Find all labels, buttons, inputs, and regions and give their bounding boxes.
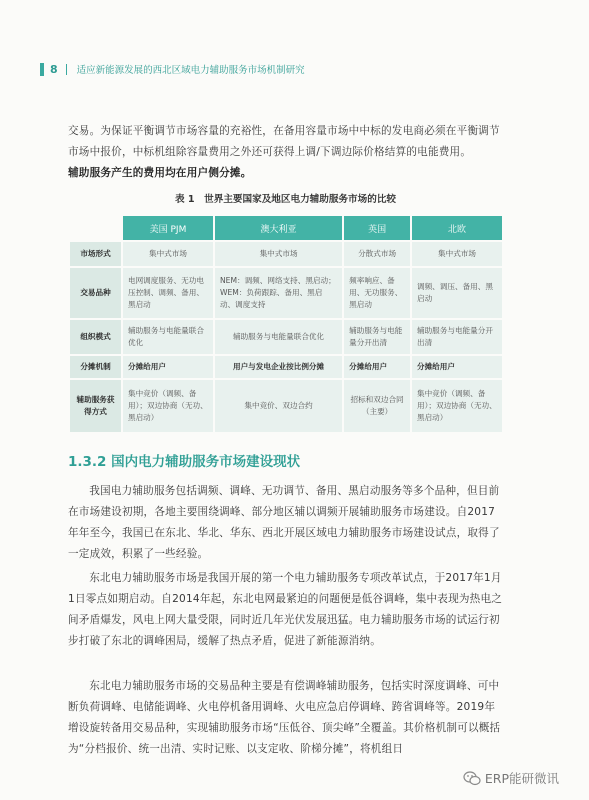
table-cell: 集中竞价、双边合约	[215, 380, 342, 432]
body-paragraph: 我国电力辅助服务包括调频、调峰、无功调节、备用、黑启动服务等多个品种，但目前在市场建设初期，各地主要围绕调峰、部分地区辅以调频开展辅助服务市场建设。自2017年年至今，我国已在东北、华北、华东、西北开展区域电力辅助服务市场建设试点，取得了一定成效，积累了一些经验。	[68, 485, 500, 560]
table-cell: 分摊给用户	[412, 356, 502, 378]
table-cell: 辅助服务与电能量分开出清	[412, 320, 502, 354]
table-cell: 调频、调压、备用、黑启动	[412, 268, 502, 318]
table-caption: 表 1 世界主要国家及地区电力辅助服务市场的比较	[174, 194, 397, 205]
watermark-text: ERP能研微讯	[484, 771, 559, 786]
header-bar	[40, 63, 44, 76]
row-header: 分摊机制	[70, 356, 121, 378]
col-header: 英国	[344, 216, 410, 240]
body-paragraph: 东北电力辅助服务市场的交易品种主要是有偿调峰辅助服务，包括实时深度调峰、可中断负荷调峰、电储能调峰、火电停机备用调峰、火电应急启停调峰、跨省调峰等。2019年增设旋转备用交易品种，实现辅助服务市场“压低谷、顶尖峰”全覆盖。其价格机制可以概括为“分档报价、统一出清、实时记账、以支定收、阶梯分摊”，将机组日	[68, 680, 501, 755]
table-row	[70, 242, 502, 266]
watermark	[463, 769, 559, 787]
row-header: 市场形式	[70, 242, 121, 266]
table-cell: 集中竞价（调频、备用）；双边协商（无功、黑启动）	[412, 380, 502, 432]
body-paragraph: 东北电力辅助服务市场是我国开展的第一个电力辅助服务专项改革试点，于2017年1月1日零点如期启动。自2014年起，东北电网最紧迫的问题便是低谷调峰，集中表现为热电之间矛盾爆发，风电上网大量受限，同时近几年光伏发展迅猛。电力辅助服务市场的试运行初步打破了东北的调峰困局，缓解了热点矛盾，促进了新能源消纳。	[68, 572, 503, 647]
table-cell: 辅助服务与电能量分开出清	[344, 320, 410, 354]
table-cell: 集中式市场	[123, 242, 213, 266]
table-cell: 招标和双边合同（主要）	[344, 380, 410, 432]
header-corner	[70, 216, 121, 240]
wechat-icon	[463, 771, 481, 786]
table-cell: 用户与发电企业按比例分摊	[215, 356, 342, 378]
row-header: 组织模式	[70, 320, 121, 354]
page-number: 8	[50, 62, 58, 76]
table-row	[70, 380, 502, 432]
table-cell: 频率响应、备用、无功服务、黑启动	[344, 268, 410, 318]
col-header: 澳大利亚	[215, 216, 342, 240]
col-header: 美国 PJM	[123, 216, 213, 240]
table-cell: 分摊给用户	[123, 356, 213, 378]
table-row	[70, 320, 502, 354]
table-cell: 集中式市场	[215, 242, 342, 266]
running-header	[40, 62, 305, 76]
running-title: 适应新能源发展的西北区域电力辅助服务市场机制研究	[76, 65, 305, 76]
table-cell: 分散式市场	[344, 242, 410, 266]
table-cell: 分摊给用户	[344, 356, 410, 378]
col-header: 北欧	[412, 216, 502, 240]
header-divider	[66, 64, 67, 75]
row-header: 交易品种	[70, 268, 121, 318]
table-cell: 电网调度服务、无功电压控制、调频、备用、黑启动	[123, 268, 213, 318]
table-cell: 辅助服务与电能量联合优化	[123, 320, 213, 354]
table-header-row	[70, 216, 502, 240]
intro-bold-sentence: 辅助服务产生的费用均在用户侧分摊。	[68, 167, 252, 179]
table-row	[70, 268, 502, 318]
table-row	[70, 356, 502, 378]
table-cell: NEM：调频、网络支持、黑启动；WEM：负荷跟踪、备用、黑启动、调度支持	[215, 268, 342, 318]
comparison-table	[68, 214, 504, 434]
table-cell: 集中式市场	[412, 242, 502, 266]
row-header: 辅助服务获得方式	[70, 380, 121, 432]
table-cell: 辅助服务与电能量联合优化	[215, 320, 342, 354]
section-heading: 1.3.2 国内电力辅助服务市场建设现状	[68, 454, 301, 470]
intro-paragraph: 交易。为保证平衡调节市场容量的充裕性，在备用容量市场中中标的发电商必须在平衡调节市场中报价，中标机组除容量费用之外还可获得上调/下调边际价格结算的电能费用。	[68, 125, 500, 158]
table-cell: 集中竞价（调频、备用）；双边协商（无功、黑启动）	[123, 380, 213, 432]
